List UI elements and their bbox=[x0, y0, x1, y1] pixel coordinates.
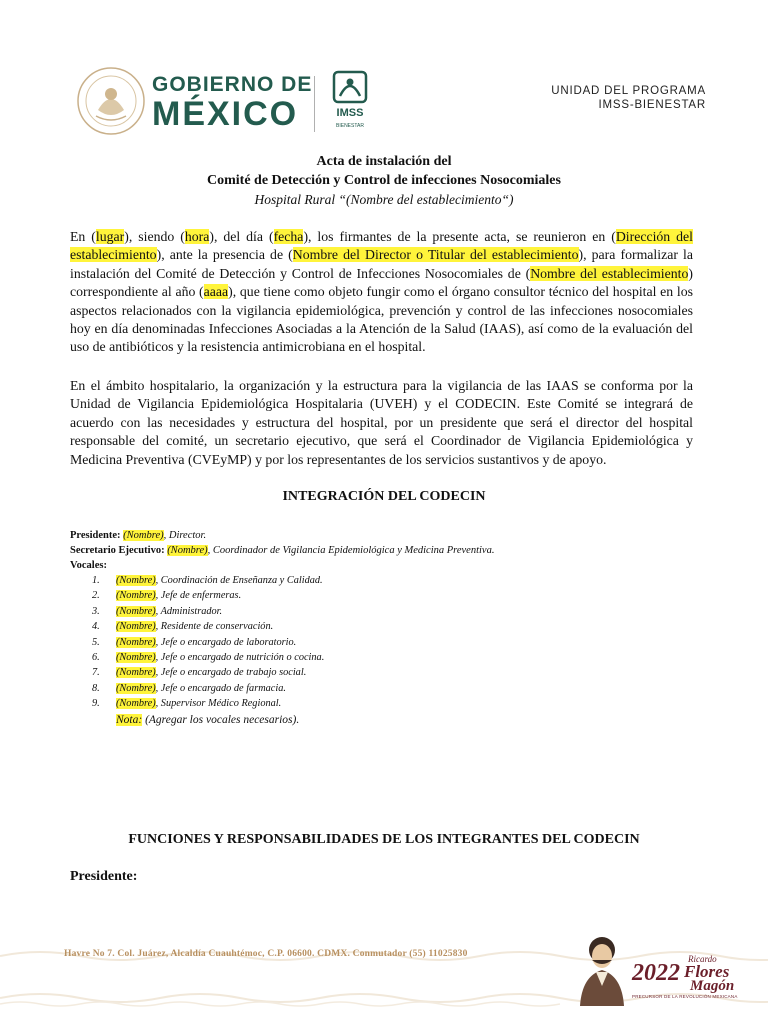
paragraph-1 bbox=[70, 228, 693, 357]
year-logo bbox=[632, 954, 738, 1004]
imss-logo bbox=[328, 70, 372, 134]
funciones-presidente: Presidente: bbox=[70, 869, 138, 884]
placeholder-anio: aaaa bbox=[203, 284, 229, 300]
vocal-role: , Supervisor Médico Regional. bbox=[155, 698, 282, 710]
secretario-name: (Nombre) bbox=[167, 545, 208, 556]
integracion-list bbox=[70, 528, 710, 728]
presidente-role: , Director. bbox=[163, 530, 207, 541]
para1-text: ), los firmantes de la presente acta, se reunieron en ( bbox=[303, 229, 616, 244]
vocal-role: , Jefe o encargado de nutrición o cocina. bbox=[155, 652, 325, 664]
vocal-role: , Jefe o encargado de laboratorio. bbox=[155, 636, 297, 648]
vocal-name: (Nombre) bbox=[116, 667, 156, 679]
vocal-role: , Residente de conservación. bbox=[155, 621, 274, 633]
vocal-item bbox=[70, 619, 710, 634]
unidad-line2: IMSS-BIENESTAR bbox=[598, 99, 706, 111]
precursor-label: PRECURSOR DE LA REVOLUCIÓN MEXICANA bbox=[632, 994, 738, 999]
unidad-programa bbox=[551, 84, 706, 112]
paragraph-2: En el ámbito hospitalario, la organización y la estructura para la vigilancia de las IAAS se conforma por la Unidad de Vigilancia Epidemiológica Hospitalaria (UVEH) y el CODECIN. Este Comité se integrará de acuerdo con las necesidades y estructura del hospital, por un presidente que será el director del hospital responsable del comité, un secretario ejecutivo, que será el Coordinador de Vigilancia Epidemiológica y Medicina Preventiva (CVEyMP) y por los representantes de los servicios sustantivos y de apoyo. bbox=[70, 378, 693, 467]
vocal-role: , Administrador. bbox=[155, 605, 223, 617]
vocal-name: (Nombre) bbox=[116, 652, 156, 664]
para1-text: ), que tiene como objeto fungir como el órgano consultor técnico del hospital en los aspectos relacionados con la vigilancia epidemiológica, prevención y control de las infecciones nosocomiales hoy en día denominadas Infecciones Asociadas a la Atención de la Salud (IAAS), así como de la evaluación del uso de antibióticos y la resistencia antimicrobiana en el hospital. bbox=[70, 284, 693, 355]
vocal-number: 7. bbox=[92, 667, 100, 679]
integracion-heading: INTEGRACIÓN DEL CODECIN bbox=[282, 489, 486, 504]
vocal-number: 1. bbox=[92, 575, 100, 586]
secretario-role: , Coordinador de Vigilancia Epidemiológica y Medicina Preventiva. bbox=[207, 545, 495, 556]
vocal-item bbox=[70, 696, 710, 711]
nota-label: Nota: bbox=[116, 713, 143, 726]
year-label: 2022 bbox=[632, 960, 680, 986]
placeholder-hora: hora bbox=[184, 229, 210, 244]
nota-text: (Agregar los vocales necesarios). bbox=[142, 713, 300, 726]
vocales-row bbox=[70, 558, 710, 573]
vocal-role: , Jefe o encargado de trabajo social. bbox=[155, 667, 307, 679]
funciones-heading: FUNCIONES Y RESPONSABILIDADES DE LOS INTEGRANTES DEL CODECIN bbox=[128, 832, 640, 847]
title-line2: Comité de Detección y Control de infecciones Nosocomiales bbox=[207, 173, 561, 188]
gobierno-line2: MÉXICO bbox=[152, 95, 299, 133]
vocal-number: 8. bbox=[92, 682, 100, 694]
vocal-number: 2. bbox=[92, 590, 100, 602]
magon-label: Magón bbox=[690, 978, 735, 994]
title-line1: Acta de instalación del bbox=[316, 154, 452, 169]
para1-text: ), ante la presencia de ( bbox=[156, 247, 293, 263]
nota-row bbox=[70, 712, 710, 728]
logo-divider bbox=[314, 76, 315, 132]
presidente-name: (Nombre) bbox=[123, 530, 164, 541]
letterhead bbox=[0, 0, 768, 150]
secretario-label: Secretario Ejecutivo: bbox=[70, 545, 165, 556]
secretario-row bbox=[70, 543, 710, 558]
footer bbox=[0, 928, 768, 1024]
presidente-row bbox=[70, 528, 710, 543]
vocales-list bbox=[70, 573, 710, 712]
placeholder-lugar: lugar bbox=[95, 229, 125, 244]
imss-label: IMSS bbox=[336, 107, 364, 119]
vocales-label: Vocales: bbox=[70, 560, 107, 571]
vocal-name: (Nombre) bbox=[116, 698, 156, 710]
vocal-name: (Nombre) bbox=[116, 636, 156, 648]
vocal-name: (Nombre) bbox=[116, 575, 156, 586]
vocal-number: 3. bbox=[92, 605, 100, 617]
vocal-role: , Jefe de enfermeras. bbox=[155, 590, 242, 602]
vocal-item bbox=[70, 588, 710, 603]
placeholder-direccion: Dirección del establecimiento bbox=[70, 229, 694, 263]
portrait-illustration bbox=[574, 932, 630, 1006]
para1-text: En ( bbox=[70, 229, 96, 244]
vocal-number: 5. bbox=[92, 636, 100, 648]
vocal-number: 9. bbox=[92, 698, 100, 710]
title-line3: Hospital Rural “(Nombre del establecimiento“) bbox=[254, 192, 514, 207]
para1-text: ), para formalizar la instalación del Comité de Detección y Control de Infecciones Nosocomiales de ( bbox=[70, 247, 693, 281]
unidad-line1: UNIDAD DEL PROGRAMA bbox=[551, 85, 706, 97]
vocal-number: 6. bbox=[92, 652, 100, 664]
vocal-role: , Jefe o encargado de farmacia. bbox=[155, 682, 286, 694]
ricardo-label: Ricardo bbox=[688, 954, 717, 964]
vocal-item bbox=[70, 681, 710, 696]
vocal-name: (Nombre) bbox=[116, 621, 156, 633]
para1-text: ) correspondiente al año ( bbox=[70, 265, 693, 300]
vocal-name: (Nombre) bbox=[116, 605, 156, 617]
national-seal-icon bbox=[76, 66, 146, 136]
vocal-name: (Nombre) bbox=[116, 590, 156, 602]
document-title bbox=[0, 152, 768, 209]
vocal-number: 4. bbox=[92, 621, 100, 633]
bienestar-label: BIENESTAR bbox=[336, 123, 364, 129]
para1-text: ), siendo ( bbox=[124, 229, 185, 244]
flores-label: Flores bbox=[684, 962, 730, 981]
placeholder-director: Nombre del Director o Titular del establecimiento bbox=[292, 247, 579, 263]
placeholder-establecimiento: Nombre del establecimiento bbox=[530, 265, 689, 281]
vocal-item bbox=[70, 573, 710, 588]
footer-address: Havre No 7. Col. Juárez, Alcaldía Cuauhtémoc, C.P. 06600. CDMX. Conmutador (55) 11025830 bbox=[64, 949, 468, 959]
gobierno-line1: GOBIERNO DE bbox=[152, 73, 313, 96]
presidente-label: Presidente: bbox=[70, 530, 121, 541]
vocal-item bbox=[70, 604, 710, 619]
vocal-name: (Nombre) bbox=[116, 682, 156, 694]
placeholder-fecha: fecha bbox=[273, 229, 304, 244]
vocal-item bbox=[70, 635, 710, 650]
vocal-item bbox=[70, 665, 710, 680]
vocal-item bbox=[70, 650, 710, 665]
para1-text: ), del día ( bbox=[209, 229, 274, 244]
vocal-role: , Coordinación de Enseñanza y Calidad. bbox=[155, 575, 323, 586]
gobierno-mexico-logo bbox=[152, 74, 312, 131]
